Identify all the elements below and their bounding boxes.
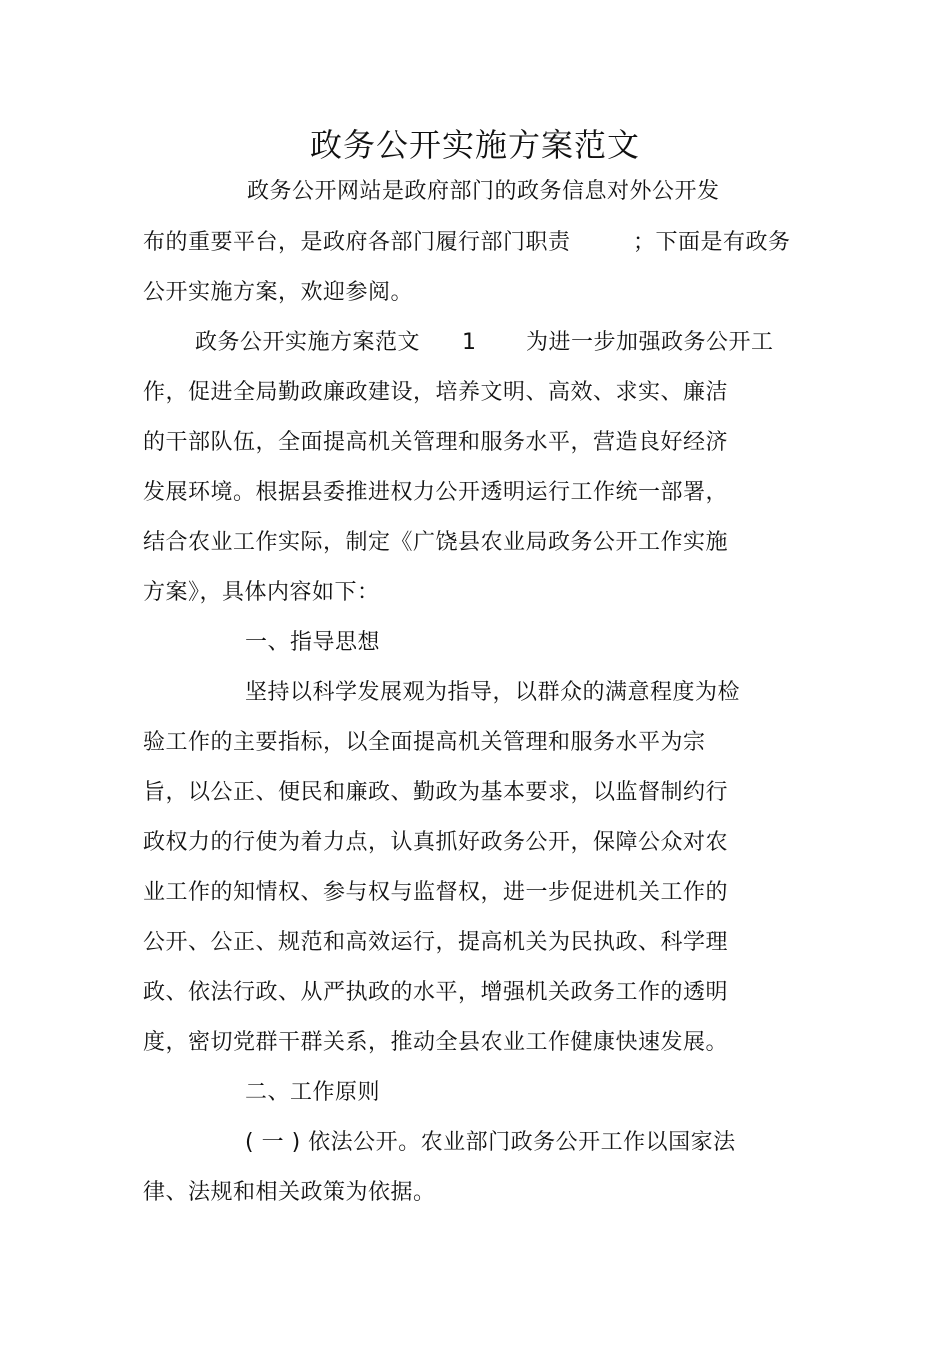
section1-line: 业工作的知情权、参与权与监督权，进一步促进机关工作的 [143,880,729,905]
section1-heading: 一、指导思想 [245,630,381,655]
body-line: 作，促进全局勤政廉政建设，培养文明、高效、求实、廉洁 [143,380,729,405]
section1-line: 坚持以科学发展观为指导，以群众的满意程度为检 [245,680,741,705]
body-line: 的干部队伍，全面提高机关管理和服务水平，营造良好经济 [143,430,729,455]
section1-line: 验工作的主要指标，以全面提高机关管理和服务水平为宗 [143,730,706,755]
document-title: 政务公开实施方案范文 [309,126,640,164]
section1-line: 政权力的行使为着力点，认真抓好政务公开，保障公众对农 [143,830,729,855]
body-line: 方案》，具体内容如下： [143,580,380,605]
section1-line: 度，密切党群干群关系，推动全县农业工作健康快速发展。 [143,1030,729,1055]
intro-line-2: 布的重要平台，是政府各部门履行部门职责 [143,230,571,255]
intro-line-2-tail: ；下面是有政务 [633,230,791,255]
section2-heading: 二、工作原则 [245,1080,381,1105]
intro-line-1: 政务公开网站是政府部门的政务信息对外公开发 [247,179,720,204]
section2-line: ( 一 ) 依法公开。农业部门政务公开工作以国家法 [245,1130,736,1155]
intro-line-3: 公开实施方案，欢迎参阅。 [143,280,414,305]
section2-line: 律、法规和相关政策为依据。 [143,1180,436,1205]
sample-heading-text: 为进一步加强政务公开工 [526,330,774,355]
section1-line: 政、依法行政、从严执政的水平，增强机关政务工作的透明 [143,980,729,1005]
section1-line: 旨，以公正、便民和廉政、勤政为基本要求，以监督制约行 [143,780,729,805]
section1-line: 公开、公正、规范和高效运行，提高机关为民执政、科学理 [143,930,729,955]
body-line: 发展环境。根据县委推进权力公开透明运行工作统一部署， [143,480,729,505]
sample-heading-number: 1 [462,330,477,355]
sample-heading-label: 政务公开实施方案范文 [195,330,421,355]
body-line: 结合农业工作实际，制定《广饶县农业局政务公开工作实施 [143,530,729,555]
